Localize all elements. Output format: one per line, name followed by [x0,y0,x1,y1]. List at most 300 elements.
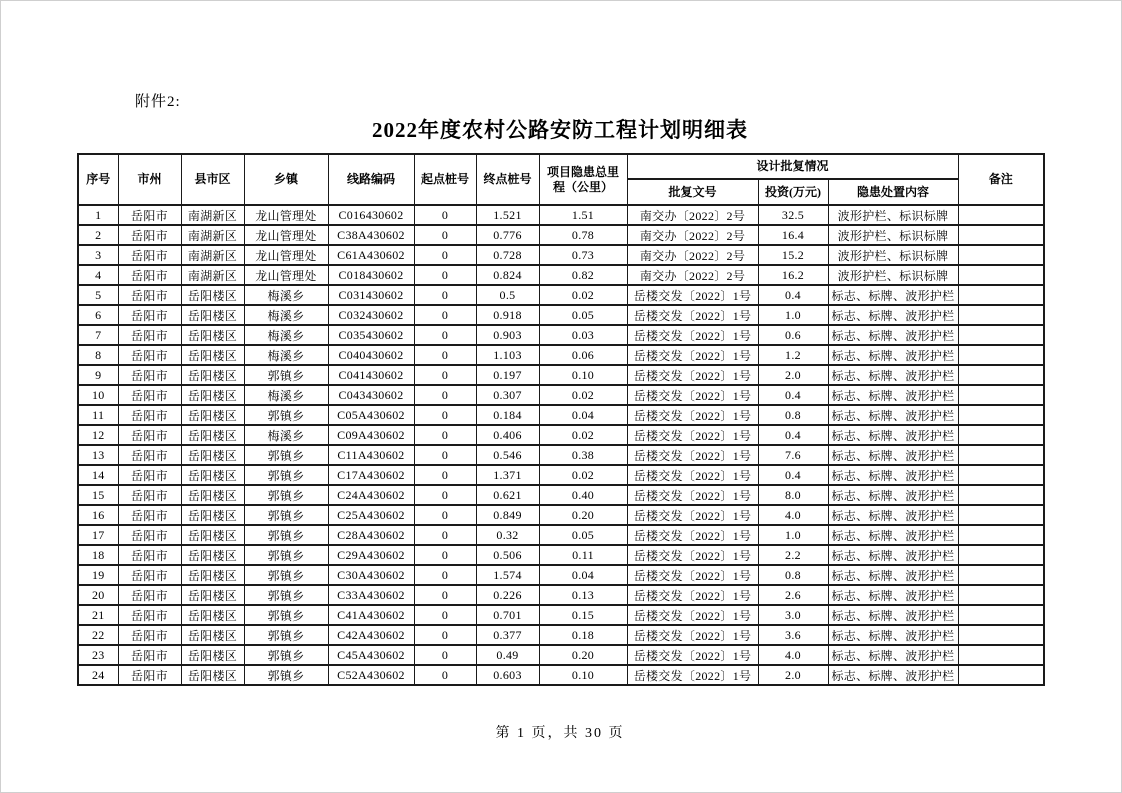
cell-approval_doc: 岳楼交发〔2022〕1号 [627,485,758,505]
table-row [78,485,1044,505]
cell-seq: 3 [78,245,118,265]
cell-hazard_mileage: 0.05 [539,305,627,325]
cell-county: 岳阳楼区 [181,545,244,565]
cell-township: 郭镇乡 [244,465,328,485]
cell-start_stake: 0 [414,565,476,585]
cell-approval_doc: 岳楼交发〔2022〕1号 [627,505,758,525]
cell-approval_doc: 岳楼交发〔2022〕1号 [627,445,758,465]
cell-hazard_mileage: 0.20 [539,505,627,525]
cell-treatment: 标志、标牌、波形护栏 [828,445,958,465]
cell-route_code: C041430602 [328,365,414,385]
cell-end_stake: 0.849 [476,505,539,525]
cell-remark [958,645,1044,665]
cell-remark [958,585,1044,605]
cell-seq: 16 [78,505,118,525]
cell-end_stake: 0.776 [476,225,539,245]
col-header-treatment: 隐患处置内容 [828,179,958,205]
cell-approval_doc: 南交办〔2022〕2号 [627,245,758,265]
cell-county: 岳阳楼区 [181,565,244,585]
cell-end_stake: 0.49 [476,645,539,665]
cell-approval_doc: 岳楼交发〔2022〕1号 [627,345,758,365]
cell-start_stake: 0 [414,425,476,445]
cell-township: 龙山管理处 [244,205,328,225]
table-row [78,325,1044,345]
cell-remark [958,405,1044,425]
cell-investment: 0.8 [758,405,828,425]
cell-township: 梅溪乡 [244,385,328,405]
cell-remark [958,205,1044,225]
cell-township: 郭镇乡 [244,545,328,565]
cell-route_code: C28A430602 [328,525,414,545]
cell-seq: 24 [78,665,118,685]
cell-investment: 0.4 [758,385,828,405]
table-row [78,645,1044,665]
cell-route_code: C11A430602 [328,445,414,465]
cell-treatment: 波形护栏、标识标牌 [828,205,958,225]
cell-township: 梅溪乡 [244,345,328,365]
cell-investment: 0.4 [758,425,828,445]
col-header-county: 县市区 [181,154,244,205]
table-row [78,505,1044,525]
col-header-investment: 投资(万元) [758,179,828,205]
col-header-route-code: 线路编码 [328,154,414,205]
cell-township: 郭镇乡 [244,605,328,625]
cell-investment: 3.6 [758,625,828,645]
cell-county: 岳阳楼区 [181,585,244,605]
cell-hazard_mileage: 0.02 [539,465,627,485]
col-header-hazard-mileage: 项目隐患总里程（公里） [539,154,627,205]
cell-start_stake: 0 [414,625,476,645]
cell-county: 南湖新区 [181,245,244,265]
cell-city: 岳阳市 [118,505,181,525]
cell-treatment: 标志、标牌、波形护栏 [828,605,958,625]
cell-treatment: 波形护栏、标识标牌 [828,225,958,245]
cell-investment: 0.4 [758,285,828,305]
cell-start_stake: 0 [414,325,476,345]
cell-treatment: 标志、标牌、波形护栏 [828,385,958,405]
cell-township: 梅溪乡 [244,425,328,445]
cell-city: 岳阳市 [118,385,181,405]
table-row [78,245,1044,265]
cell-treatment: 标志、标牌、波形护栏 [828,645,958,665]
cell-township: 龙山管理处 [244,265,328,285]
cell-approval_doc: 岳楼交发〔2022〕1号 [627,625,758,645]
cell-treatment: 标志、标牌、波形护栏 [828,485,958,505]
cell-investment: 7.6 [758,445,828,465]
cell-investment: 4.0 [758,505,828,525]
cell-city: 岳阳市 [118,485,181,505]
cell-city: 岳阳市 [118,585,181,605]
cell-seq: 5 [78,285,118,305]
cell-approval_doc: 岳楼交发〔2022〕1号 [627,605,758,625]
cell-remark [958,325,1044,345]
cell-investment: 16.2 [758,265,828,285]
cell-city: 岳阳市 [118,245,181,265]
cell-start_stake: 0 [414,345,476,365]
cell-township: 郭镇乡 [244,485,328,505]
cell-seq: 2 [78,225,118,245]
cell-end_stake: 0.32 [476,525,539,545]
cell-investment: 8.0 [758,485,828,505]
cell-approval_doc: 岳楼交发〔2022〕1号 [627,325,758,345]
cell-county: 岳阳楼区 [181,625,244,645]
cell-start_stake: 0 [414,225,476,245]
cell-county: 岳阳楼区 [181,285,244,305]
attachment-label: 附件2: [135,94,181,110]
cell-city: 岳阳市 [118,265,181,285]
cell-investment: 2.2 [758,545,828,565]
cell-route_code: C016430602 [328,205,414,225]
cell-investment: 1.0 [758,525,828,545]
table-row [78,365,1044,385]
cell-start_stake: 0 [414,245,476,265]
cell-hazard_mileage: 0.13 [539,585,627,605]
cell-remark [958,665,1044,685]
cell-route_code: C17A430602 [328,465,414,485]
cell-treatment: 波形护栏、标识标牌 [828,245,958,265]
cell-hazard_mileage: 0.15 [539,605,627,625]
cell-hazard_mileage: 0.40 [539,485,627,505]
cell-remark [958,485,1044,505]
cell-remark [958,525,1044,545]
cell-treatment: 标志、标牌、波形护栏 [828,365,958,385]
cell-hazard_mileage: 0.02 [539,285,627,305]
cell-county: 岳阳楼区 [181,405,244,425]
cell-investment: 0.6 [758,325,828,345]
cell-township: 郭镇乡 [244,645,328,665]
table-body [78,205,1044,685]
cell-city: 岳阳市 [118,645,181,665]
cell-remark [958,565,1044,585]
table-row [78,405,1044,425]
cell-seq: 18 [78,545,118,565]
cell-township: 梅溪乡 [244,305,328,325]
cell-approval_doc: 岳楼交发〔2022〕1号 [627,565,758,585]
cell-city: 岳阳市 [118,305,181,325]
cell-remark [958,305,1044,325]
cell-county: 岳阳楼区 [181,325,244,345]
plan-table [77,153,1045,686]
cell-township: 郭镇乡 [244,565,328,585]
cell-treatment: 标志、标牌、波形护栏 [828,305,958,325]
cell-city: 岳阳市 [118,605,181,625]
cell-start_stake: 0 [414,405,476,425]
col-header-seq: 序号 [78,154,118,205]
header-row-top [78,154,1044,179]
cell-hazard_mileage: 0.18 [539,625,627,645]
cell-approval_doc: 岳楼交发〔2022〕1号 [627,545,758,565]
table-row [78,385,1044,405]
cell-remark [958,225,1044,245]
cell-seq: 17 [78,525,118,545]
cell-investment: 2.6 [758,585,828,605]
cell-investment: 32.5 [758,205,828,225]
cell-remark [958,285,1044,305]
cell-hazard_mileage: 0.05 [539,525,627,545]
cell-seq: 9 [78,365,118,385]
cell-remark [958,385,1044,405]
cell-route_code: C05A430602 [328,405,414,425]
cell-treatment: 标志、标牌、波形护栏 [828,285,958,305]
cell-hazard_mileage: 0.20 [539,645,627,665]
cell-investment: 1.0 [758,305,828,325]
cell-remark [958,265,1044,285]
cell-seq: 15 [78,485,118,505]
cell-end_stake: 0.701 [476,605,539,625]
cell-route_code: C45A430602 [328,645,414,665]
cell-investment: 0.8 [758,565,828,585]
cell-county: 岳阳楼区 [181,485,244,505]
cell-start_stake: 0 [414,305,476,325]
cell-investment: 16.4 [758,225,828,245]
table-row [78,525,1044,545]
cell-county: 岳阳楼区 [181,665,244,685]
col-header-design-approval-group: 设计批复情况 [627,154,958,179]
cell-seq: 22 [78,625,118,645]
cell-city: 岳阳市 [118,465,181,485]
page-title: 2022年度农村公路安防工程计划明细表 [372,118,748,142]
cell-start_stake: 0 [414,605,476,625]
cell-end_stake: 0.377 [476,625,539,645]
cell-city: 岳阳市 [118,325,181,345]
cell-city: 岳阳市 [118,225,181,245]
cell-start_stake: 0 [414,545,476,565]
cell-hazard_mileage: 0.04 [539,565,627,585]
cell-township: 龙山管理处 [244,245,328,265]
col-header-township: 乡镇 [244,154,328,205]
table-row [78,565,1044,585]
cell-end_stake: 0.406 [476,425,539,445]
cell-remark [958,365,1044,385]
cell-hazard_mileage: 0.04 [539,405,627,425]
cell-city: 岳阳市 [118,425,181,445]
cell-investment: 3.0 [758,605,828,625]
cell-city: 岳阳市 [118,525,181,545]
table-row [78,545,1044,565]
cell-township: 郭镇乡 [244,665,328,685]
cell-city: 岳阳市 [118,445,181,465]
cell-end_stake: 0.226 [476,585,539,605]
cell-seq: 14 [78,465,118,485]
cell-start_stake: 0 [414,365,476,385]
cell-approval_doc: 南交办〔2022〕2号 [627,265,758,285]
cell-city: 岳阳市 [118,565,181,585]
col-header-city: 市州 [118,154,181,205]
cell-township: 龙山管理处 [244,225,328,245]
cell-hazard_mileage: 0.02 [539,385,627,405]
cell-seq: 20 [78,585,118,605]
cell-approval_doc: 岳楼交发〔2022〕1号 [627,465,758,485]
cell-route_code: C040430602 [328,345,414,365]
cell-start_stake: 0 [414,205,476,225]
cell-route_code: C018430602 [328,265,414,285]
cell-seq: 21 [78,605,118,625]
cell-county: 岳阳楼区 [181,425,244,445]
cell-hazard_mileage: 0.10 [539,365,627,385]
cell-seq: 10 [78,385,118,405]
cell-route_code: C42A430602 [328,625,414,645]
cell-township: 郭镇乡 [244,365,328,385]
cell-hazard_mileage: 1.51 [539,205,627,225]
cell-start_stake: 0 [414,445,476,465]
cell-county: 岳阳楼区 [181,365,244,385]
cell-treatment: 标志、标牌、波形护栏 [828,585,958,605]
cell-start_stake: 0 [414,465,476,485]
cell-hazard_mileage: 0.10 [539,665,627,685]
cell-seq: 12 [78,425,118,445]
cell-end_stake: 1.103 [476,345,539,365]
cell-remark [958,245,1044,265]
cell-treatment: 标志、标牌、波形护栏 [828,345,958,365]
cell-county: 岳阳楼区 [181,465,244,485]
cell-township: 郭镇乡 [244,505,328,525]
table-header [78,154,1044,205]
cell-investment: 0.4 [758,465,828,485]
cell-treatment: 标志、标牌、波形护栏 [828,325,958,345]
cell-hazard_mileage: 0.38 [539,445,627,465]
cell-city: 岳阳市 [118,365,181,385]
cell-approval_doc: 岳楼交发〔2022〕1号 [627,385,758,405]
cell-route_code: C24A430602 [328,485,414,505]
cell-township: 郭镇乡 [244,445,328,465]
cell-end_stake: 0.307 [476,385,539,405]
cell-seq: 4 [78,265,118,285]
cell-approval_doc: 岳楼交发〔2022〕1号 [627,365,758,385]
cell-treatment: 标志、标牌、波形护栏 [828,465,958,485]
cell-approval_doc: 岳楼交发〔2022〕1号 [627,425,758,445]
cell-township: 郭镇乡 [244,525,328,545]
cell-investment: 2.0 [758,665,828,685]
cell-seq: 13 [78,445,118,465]
page-number-footer: 第 1 页，共 30 页 [495,726,625,741]
col-header-start-stake: 起点桩号 [414,154,476,205]
cell-route_code: C30A430602 [328,565,414,585]
table-row [78,345,1044,365]
cell-seq: 1 [78,205,118,225]
cell-start_stake: 0 [414,385,476,405]
cell-county: 南湖新区 [181,205,244,225]
cell-city: 岳阳市 [118,205,181,225]
cell-route_code: C29A430602 [328,545,414,565]
cell-county: 岳阳楼区 [181,305,244,325]
table-row [78,625,1044,645]
cell-county: 岳阳楼区 [181,605,244,625]
cell-remark [958,425,1044,445]
cell-start_stake: 0 [414,485,476,505]
cell-township: 郭镇乡 [244,405,328,425]
cell-approval_doc: 岳楼交发〔2022〕1号 [627,585,758,605]
cell-county: 岳阳楼区 [181,505,244,525]
cell-approval_doc: 南交办〔2022〕2号 [627,225,758,245]
cell-end_stake: 0.197 [476,365,539,385]
cell-remark [958,345,1044,365]
cell-start_stake: 0 [414,285,476,305]
cell-city: 岳阳市 [118,665,181,685]
cell-end_stake: 1.574 [476,565,539,585]
cell-approval_doc: 岳楼交发〔2022〕1号 [627,405,758,425]
cell-township: 郭镇乡 [244,585,328,605]
cell-remark [958,465,1044,485]
cell-hazard_mileage: 0.82 [539,265,627,285]
cell-treatment: 标志、标牌、波形护栏 [828,665,958,685]
cell-city: 岳阳市 [118,285,181,305]
cell-hazard_mileage: 0.73 [539,245,627,265]
cell-end_stake: 0.903 [476,325,539,345]
cell-treatment: 标志、标牌、波形护栏 [828,405,958,425]
cell-city: 岳阳市 [118,545,181,565]
cell-seq: 19 [78,565,118,585]
cell-seq: 11 [78,405,118,425]
cell-route_code: C09A430602 [328,425,414,445]
cell-hazard_mileage: 0.03 [539,325,627,345]
cell-township: 郭镇乡 [244,625,328,645]
cell-end_stake: 0.918 [476,305,539,325]
cell-route_code: C61A430602 [328,245,414,265]
cell-treatment: 标志、标牌、波形护栏 [828,525,958,545]
cell-city: 岳阳市 [118,625,181,645]
cell-end_stake: 1.521 [476,205,539,225]
cell-route_code: C031430602 [328,285,414,305]
table-row [78,665,1044,685]
cell-approval_doc: 岳楼交发〔2022〕1号 [627,645,758,665]
cell-remark [958,445,1044,465]
cell-end_stake: 1.371 [476,465,539,485]
cell-county: 岳阳楼区 [181,645,244,665]
cell-county: 岳阳楼区 [181,345,244,365]
cell-seq: 8 [78,345,118,365]
cell-route_code: C032430602 [328,305,414,325]
cell-route_code: C33A430602 [328,585,414,605]
cell-route_code: C25A430602 [328,505,414,525]
cell-county: 岳阳楼区 [181,385,244,405]
col-header-approval-doc: 批复文号 [627,179,758,205]
cell-route_code: C38A430602 [328,225,414,245]
cell-investment: 4.0 [758,645,828,665]
cell-approval_doc: 岳楼交发〔2022〕1号 [627,665,758,685]
cell-end_stake: 0.546 [476,445,539,465]
cell-seq: 6 [78,305,118,325]
cell-approval_doc: 岳楼交发〔2022〕1号 [627,305,758,325]
cell-end_stake: 0.603 [476,665,539,685]
cell-hazard_mileage: 0.11 [539,545,627,565]
cell-township: 梅溪乡 [244,325,328,345]
table-row [78,285,1044,305]
cell-investment: 2.0 [758,365,828,385]
table-row [78,445,1044,465]
cell-city: 岳阳市 [118,405,181,425]
cell-remark [958,545,1044,565]
cell-hazard_mileage: 0.78 [539,225,627,245]
cell-route_code: C035430602 [328,325,414,345]
cell-investment: 1.2 [758,345,828,365]
table-row [78,425,1044,445]
col-header-end-stake: 终点桩号 [476,154,539,205]
cell-end_stake: 0.728 [476,245,539,265]
col-header-remark: 备注 [958,154,1044,205]
cell-end_stake: 0.5 [476,285,539,305]
cell-start_stake: 0 [414,585,476,605]
cell-remark [958,505,1044,525]
cell-start_stake: 0 [414,645,476,665]
cell-route_code: C043430602 [328,385,414,405]
table-row [78,225,1044,245]
cell-treatment: 标志、标牌、波形护栏 [828,545,958,565]
cell-treatment: 标志、标牌、波形护栏 [828,625,958,645]
table-row [78,465,1044,485]
cell-route_code: C52A430602 [328,665,414,685]
cell-approval_doc: 南交办〔2022〕2号 [627,205,758,225]
cell-treatment: 波形护栏、标识标牌 [828,265,958,285]
